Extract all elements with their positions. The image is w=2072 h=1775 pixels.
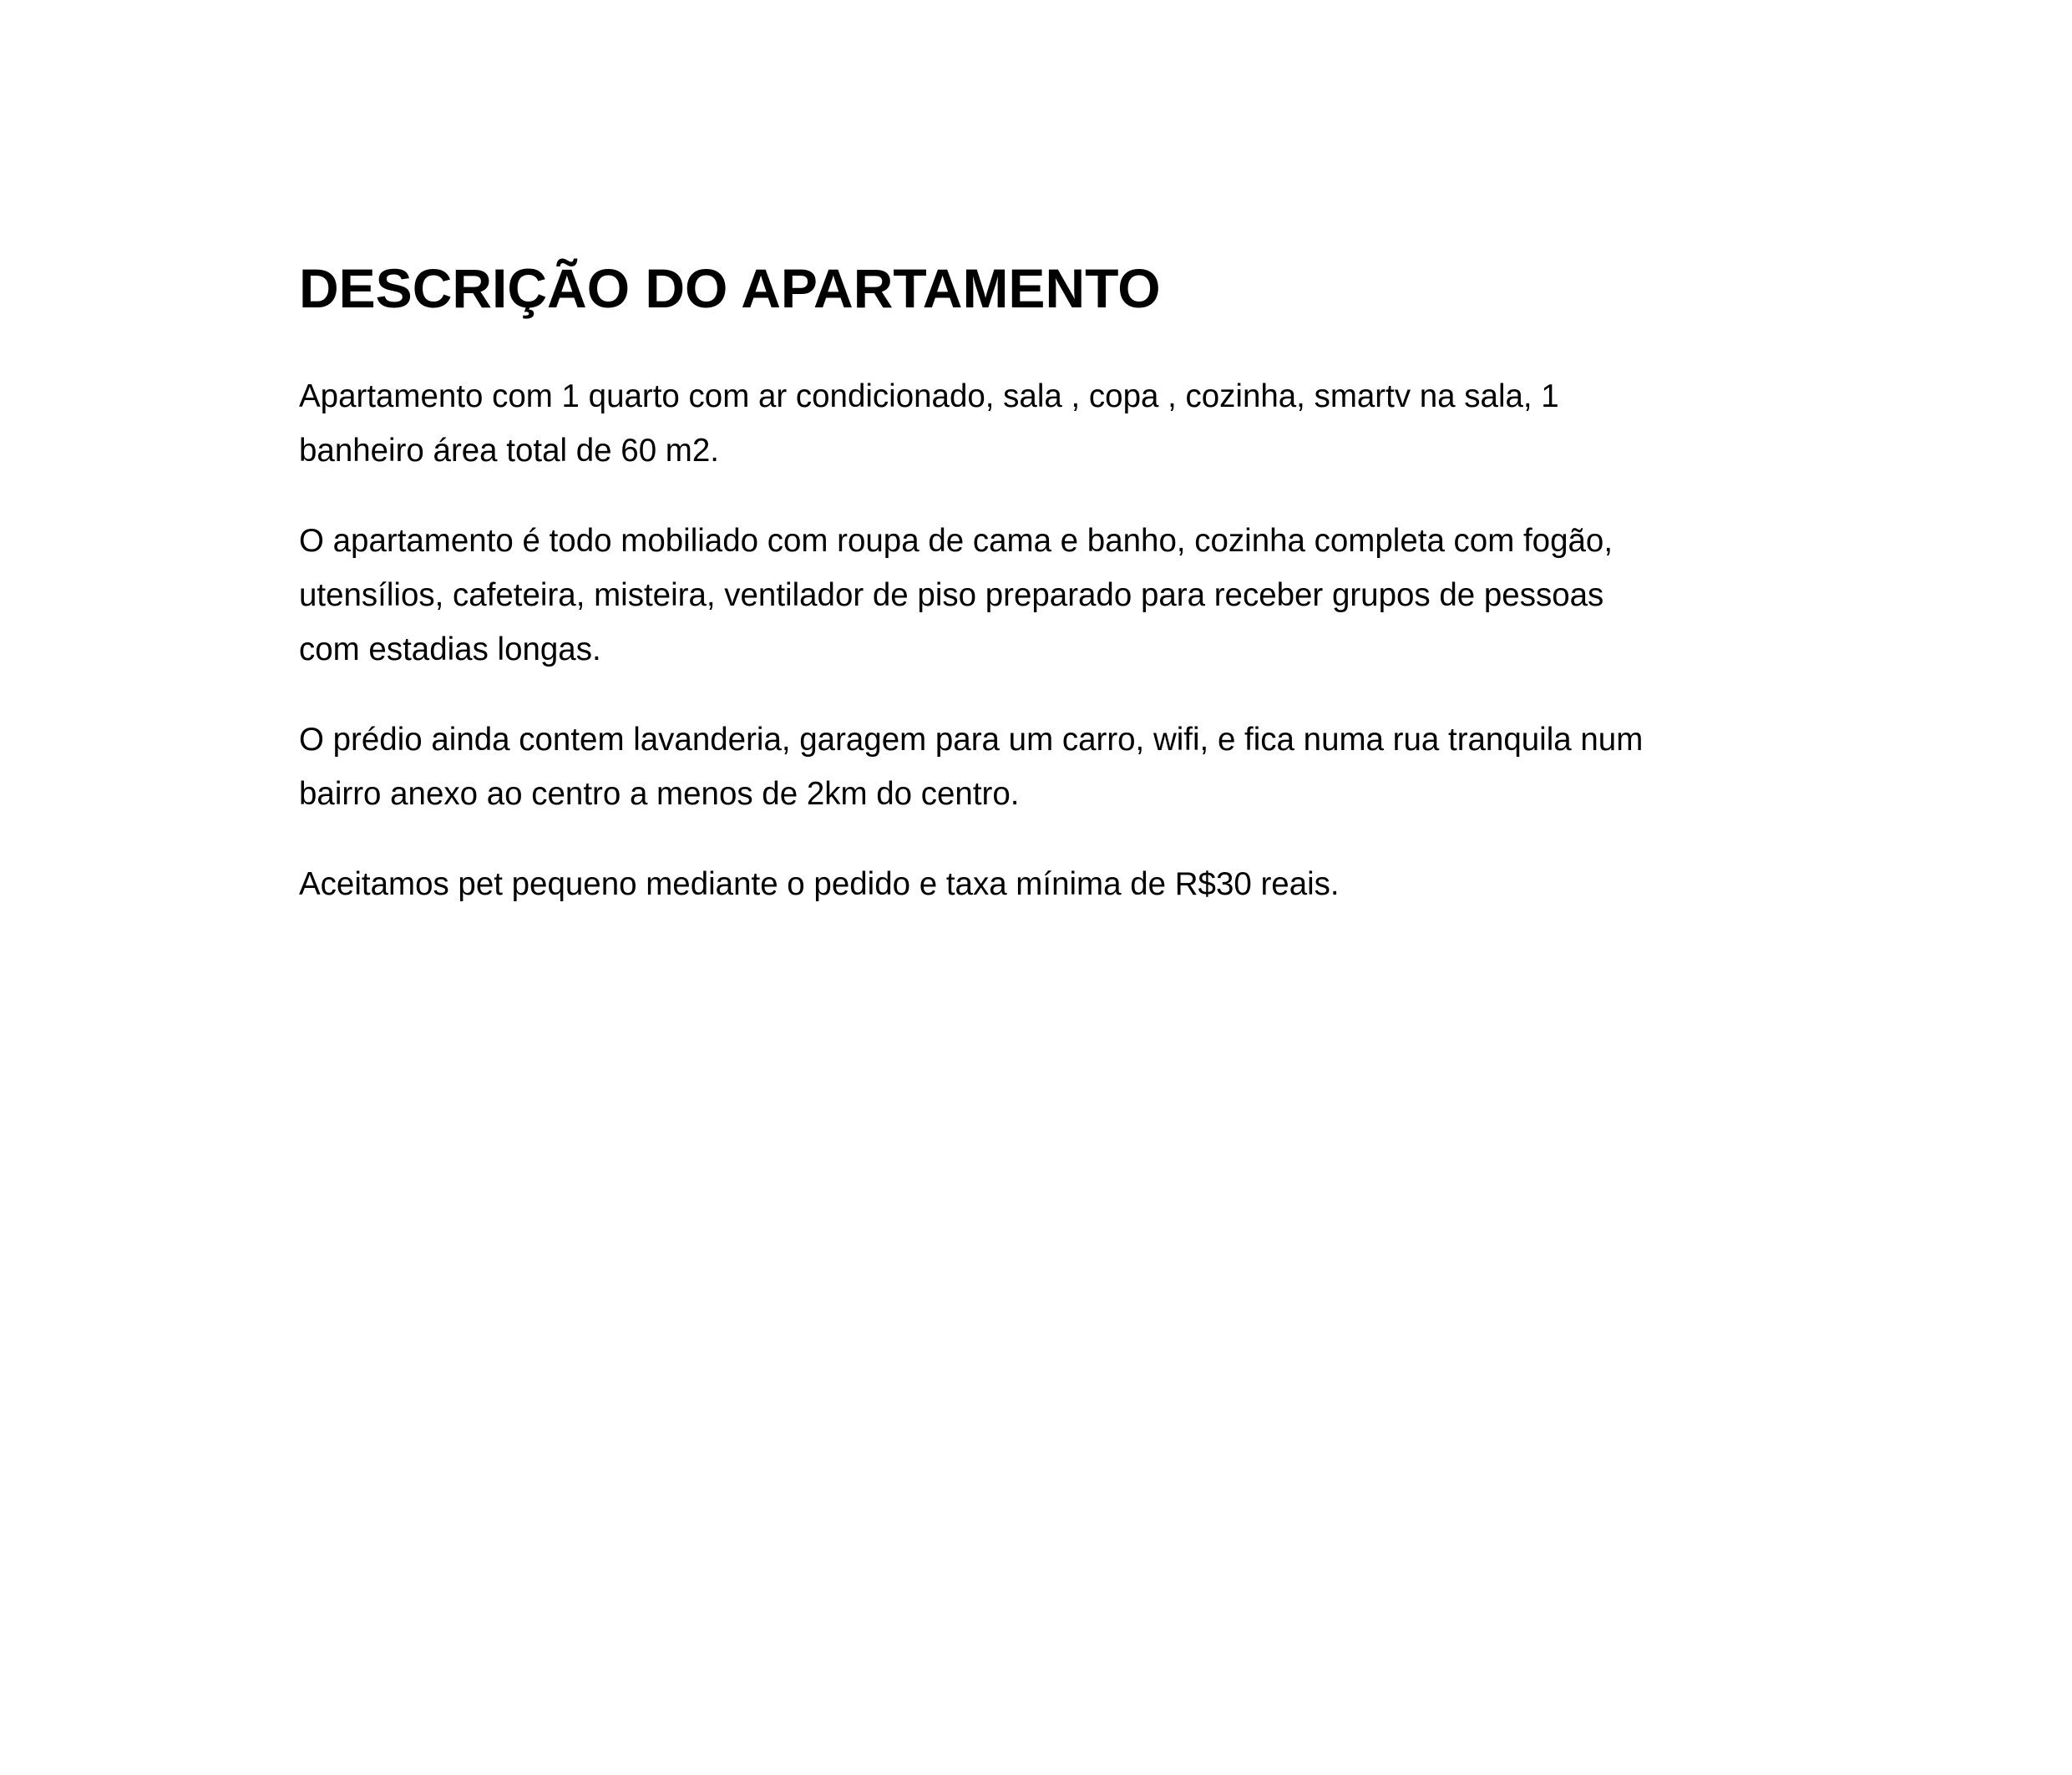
paragraph-line: Apartamento com 1 quarto com ar condicionado, sala , copa , cozinha, smartv na sala, 1	[299, 378, 1559, 414]
paragraph-pets	[299, 857, 1802, 911]
paragraph-line: O apartamento é todo mobiliado com roupa de cama e banho, cozinha completa com fogão,	[299, 523, 1614, 559]
paragraph-line: banheiro área total de 60 m2.	[299, 433, 719, 469]
paragraph-building	[299, 713, 1802, 821]
paragraph-line: O prédio ainda contem lavanderia, garagem para um carro, wifi, e fica numa rua tranquila num	[299, 722, 1644, 758]
paragraph-line: Aceitamos pet pequeno mediante o pedido e taxa mínima de R$30 reais.	[299, 866, 1340, 902]
document-content	[299, 251, 1802, 911]
paragraph-line: bairro anexo ao centro a menos de 2km do centro.	[299, 776, 1020, 812]
document-title: DESCRIÇÃO DO APARTAMENTO	[299, 257, 1161, 319]
paragraph-line: com estadias longas.	[299, 631, 601, 667]
paragraph-furnishing	[299, 514, 1802, 677]
paragraph-line: utensílios, cafeteira, misteira, ventilador de piso preparado para receber grupos de pessoas	[299, 577, 1604, 613]
paragraph-apartment-rooms	[299, 369, 1802, 478]
